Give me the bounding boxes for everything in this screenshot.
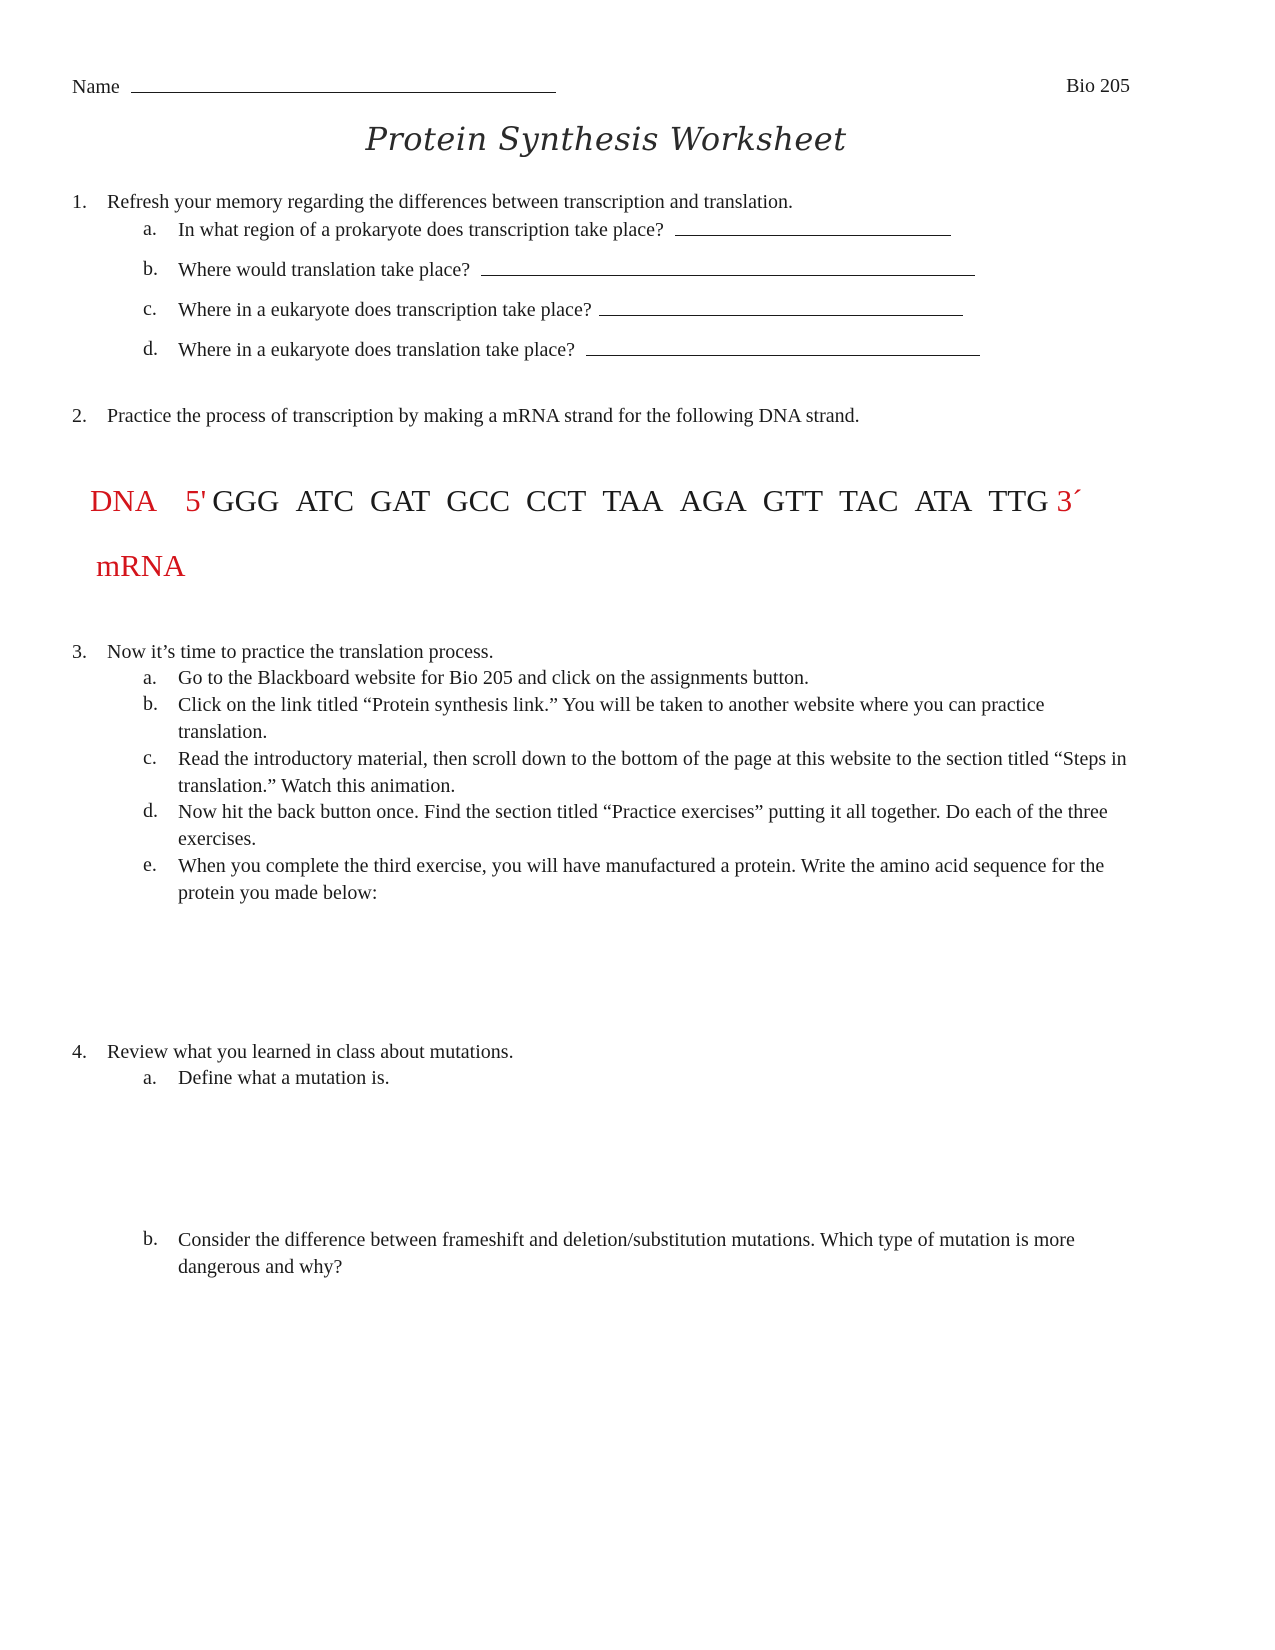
q3e-text: When you complete the third exercise, you will have manufactured a protein. Write the amino acid sequence for the protein you made below:	[178, 855, 1105, 904]
q1-number: 1.	[72, 191, 87, 213]
name-blank[interactable]	[131, 74, 556, 93]
q3c-letter: c.	[143, 747, 157, 769]
q1b-answer-blank[interactable]	[481, 257, 975, 276]
dna-strand	[90, 483, 1082, 519]
dna-codon: GTT	[762, 483, 824, 518]
dna-codon: AGA	[679, 483, 747, 518]
q3e-letter: e.	[143, 854, 157, 876]
q1b-letter: b.	[143, 258, 158, 280]
q1c-line	[178, 297, 963, 322]
q1d-line	[178, 337, 980, 362]
q1d-answer-blank[interactable]	[586, 337, 980, 356]
q2-text: Practice the process of transcription by making a mRNA strand for the following DNA strand.	[107, 405, 860, 427]
name-line	[72, 74, 556, 99]
codon-list	[212, 483, 1056, 518]
course-label: Bio 205	[1066, 75, 1130, 97]
q4a-text: Define what a mutation is.	[178, 1067, 390, 1089]
q3a-letter: a.	[143, 667, 157, 689]
q2-number: 2.	[72, 405, 87, 427]
q3-number: 3.	[72, 641, 87, 663]
dna-codon: ATC	[295, 483, 355, 518]
q3a-text: Go to the Blackboard website for Bio 205 and click on the assignments button.	[178, 667, 809, 689]
q1-text: Refresh your memory regarding the differences between transcription and translation.	[107, 191, 794, 213]
dna-label: DNA	[90, 483, 158, 518]
dna-codon: TTG	[988, 483, 1049, 518]
q3b-letter: b.	[143, 693, 158, 715]
name-label: Name	[72, 76, 120, 98]
page-title: Protein Synthesis Worksheet	[365, 120, 847, 158]
three-prime-label: 3´	[1056, 483, 1083, 518]
q3d-text: Now hit the back button once. Find the section titled “Practice exercises” putting it all together. Do each of the three exercises.	[178, 801, 1108, 850]
dna-codon: GCC	[446, 483, 511, 518]
q1a-letter: a.	[143, 218, 157, 240]
q1d-text: Where in a eukaryote does translation take place?	[178, 339, 576, 361]
q1c-answer-blank[interactable]	[599, 297, 963, 316]
q4a-letter: a.	[143, 1067, 157, 1089]
q1b-text: Where would translation take place?	[178, 259, 471, 281]
q3c-text: Read the introductory material, then scroll down to the bottom of the page at this website to the section titled “Steps in translation.” Watch this animation.	[178, 748, 1127, 797]
q1a-text: In what region of a prokaryote does transcription take place?	[178, 219, 664, 241]
q1b-line	[178, 257, 975, 282]
q1c-letter: c.	[143, 298, 157, 320]
q1a-answer-blank[interactable]	[675, 217, 951, 236]
q4b-letter: b.	[143, 1228, 158, 1250]
q3-text: Now it’s time to practice the translation process.	[107, 641, 494, 663]
q1d-letter: d.	[143, 338, 158, 360]
five-prime-label: 5'	[185, 483, 207, 518]
dna-codon: TAC	[839, 483, 899, 518]
dna-codon: GAT	[370, 483, 431, 518]
q1c-text: Where in a eukaryote does transcription take place?	[178, 299, 592, 321]
dna-codon: TAA	[602, 483, 664, 518]
dna-codon: CCT	[526, 483, 587, 518]
q4-number: 4.	[72, 1041, 87, 1063]
q4-text: Review what you learned in class about mutations.	[107, 1041, 514, 1063]
q3b-text: Click on the link titled “Protein synthesis link.” You will be taken to another website where you can practice translation.	[178, 694, 1045, 743]
mrna-label: mRNA	[96, 548, 186, 583]
dna-codon: ATA	[914, 483, 973, 518]
dna-codon: GGG	[212, 483, 280, 518]
q1a-line	[178, 217, 951, 242]
q4b-text: Consider the difference between frameshift and deletion/substitution mutations. Which type of mutation is more dangerous and why?	[178, 1229, 1075, 1278]
q3d-letter: d.	[143, 800, 158, 822]
